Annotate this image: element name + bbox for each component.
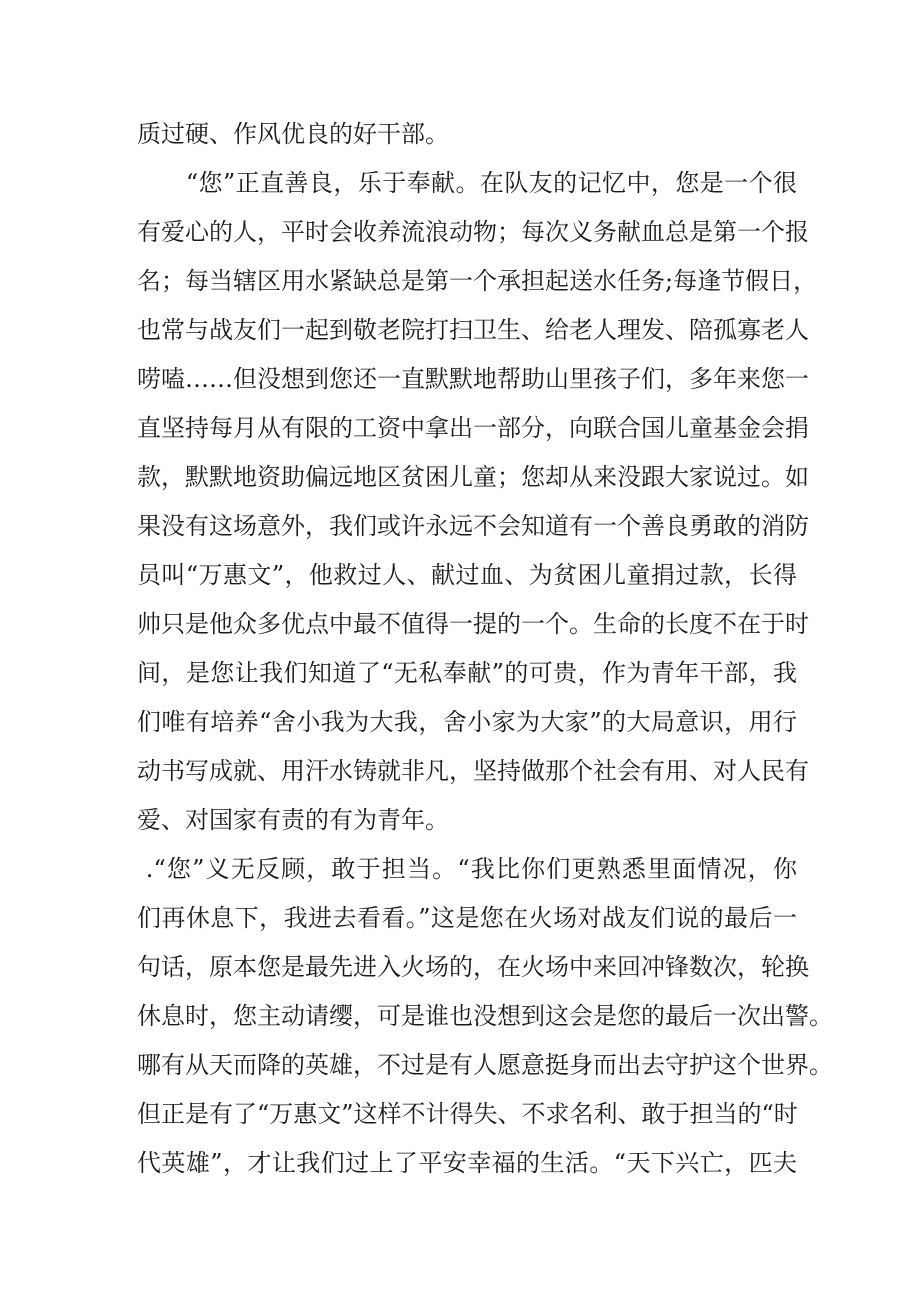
text-line: 休息时，您主动请缨，可是谁也没想到这会是您的最后一次出警。 [137, 1002, 833, 1030]
text-line: 哪有从天而降的英雄，不过是有人愿意挺身而出去守护这个世界。 [137, 1051, 833, 1079]
text-line: 名；每当辖区用水紧缺总是第一个承担起送水任务;每逢节假日， [137, 267, 818, 295]
text-line: 动书写成就、用汗水铸就非凡，坚持做那个社会有用、对人民有 [137, 757, 809, 785]
text-line: 代英雄”，才让我们过上了平安幸福的生活。“天下兴亡，匹夫 [137, 1149, 797, 1177]
text-line: 员叫“万惠文”，他救过人、献过血、为贫困儿童捐过款，长得 [137, 561, 797, 589]
text-line: 唠嗑……但没想到您还一直默默地帮助山里孩子们，多年来您一 [137, 365, 809, 393]
body-text [137, 110, 833, 1188]
text-line: .“您”义无反顾，敢于担当。“我比你们更熟悉里面情况，你 [137, 855, 797, 883]
text-line: 句话，原本您是最先进入火场的，在火场中来回冲锋数次，轮换 [137, 953, 809, 981]
text-line: 直坚持每月从有限的工资中拿出一部分，向联合国儿童基金会捐 [137, 414, 809, 442]
text-line: 间，是您让我们知道了“无私奉献”的可贵，作为青年干部，我 [137, 659, 797, 687]
text-line: 但正是有了“万惠文”这样不计得失、不求名利、敢于担当的“时 [137, 1100, 798, 1128]
text-line: 也常与战友们一起到敬老院打扫卫生、给老人理发、陪孤寡老人 [137, 316, 809, 344]
text-line: 爱、对国家有责的有为青年。 [137, 806, 449, 834]
text-line: 们唯有培养“舍小我为大我，舍小家为大家”的大局意识，用行 [137, 708, 797, 736]
text-line: 们再休息下，我进去看看。”这是您在火场对战友们说的最后一 [137, 904, 797, 932]
text-line: 款，默默地资助偏远地区贫困儿童；您却从来没跟大家说过。如 [137, 463, 809, 491]
text-line: “您”正直善良，乐于奉献。在队友的记忆中，您是一个很 [137, 169, 797, 197]
text-line: 质过硬、作风优良的好干部。 [137, 120, 449, 148]
text-line: 果没有这场意外，我们或许永远不会知道有一个善良勇敢的消防 [137, 512, 809, 540]
text-line: 帅只是他众多优点中最不值得一提的一个。生命的长度不在于时 [137, 610, 809, 638]
text-line: 有爱心的人，平时会收养流浪动物；每次义务献血总是第一个报 [137, 218, 809, 246]
